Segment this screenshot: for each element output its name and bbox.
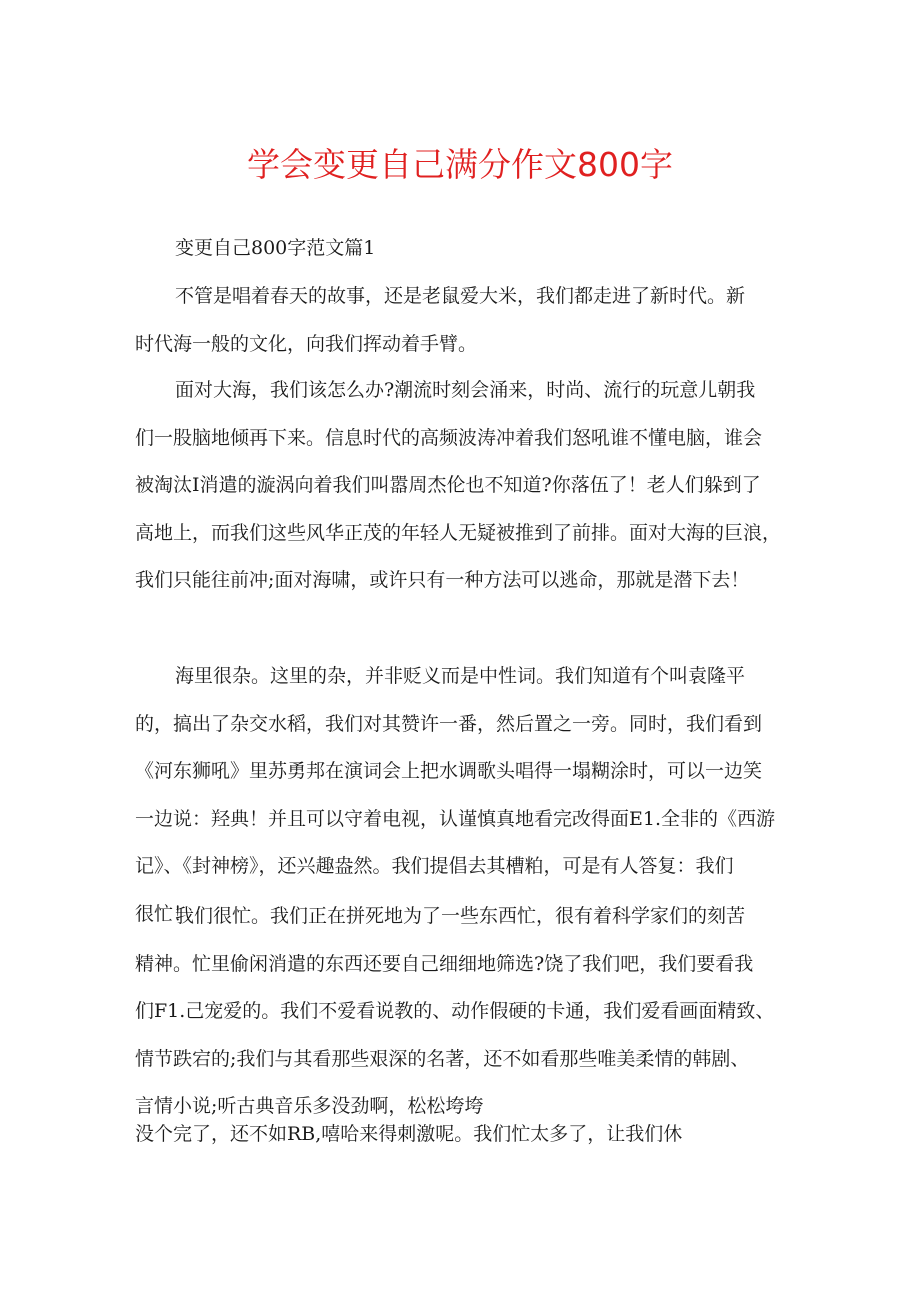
paragraph-line: 海里很杂。这里的杂，并非贬义而是中性词。我们知道有个叫袁隆平 — [175, 665, 746, 687]
section-heading-text: 变更自己800字范文篇1 — [175, 237, 376, 259]
paragraph-line: 情节跌宕的;我们与其看那些艰深的名著，还不如看那些唯美柔情的韩剧、 — [135, 1047, 750, 1070]
paragraph-line: 记》、《封神榜》，还兴趣盎然。我们提倡去其槽粕，可是有人答复：我们 — [135, 855, 734, 877]
paragraph-line: 我们只能往前冲;面对海啸，或许只有一种方法可以逃命，那就是潜下去！ — [135, 569, 750, 591]
paragraph-line: 们一股脑地倾再下来。信息时代的高频波涛冲着我们怒吼谁不懂电脑，谁会 — [135, 426, 763, 449]
paragraph-line: 《河东狮吼》里苏勇邦在演词会上把水调歌头唱得一塌糊涂时，可以一边笑 — [135, 760, 763, 782]
paragraph-line: 不管是唱着春天的故事，还是老鼠爱大米，我们都走进了新时代。新 — [175, 285, 746, 307]
paragraph-line: 没个完了，还不如RB,嘻哈来得刺激呢。我们忙太多了，让我们休 — [135, 1123, 683, 1145]
paragraph-line: 面对大海，我们该怎么办?潮流时刻会涌来，时尚、流行的玩意儿朝我 — [175, 379, 756, 401]
paragraph-line: 的，搞出了杂交水稻，我们对其赞许一番，然后置之一旁。同时，我们看到 — [135, 712, 763, 735]
paragraph-4 — [135, 904, 795, 1170]
section-heading — [135, 236, 795, 260]
paragraph-line: 们F1.己宠爱的。我们不爱看说教的、动作假硬的卡通，我们爱看画面精致、 — [135, 1000, 775, 1022]
paragraph-line: 一边说：羟典！并且可以守着电视，认谨慎真地看完改得面E1.全非的《西游 — [135, 807, 775, 830]
paragraph-line: 精神。忙里偷闲消遣的东西还要自己细细地筛选?饶了我们吧，我们要看我 — [135, 952, 754, 975]
paragraph-line: 很忙！ — [135, 902, 193, 925]
paragraph-2 — [135, 378, 795, 616]
paragraph-1 — [135, 284, 795, 379]
page-title: 学会变更自己满分作文800字 — [247, 145, 673, 184]
paragraph-line: 被淘汰I消遣的漩涡向着我们叫嚣周杰伦也不知道?你落伍了！老人们躲到了 — [135, 474, 761, 496]
paragraph-line: 我们很忙。我们正在拼死地为了一些东西忙，很有着科学家们的刻苦 — [175, 905, 746, 927]
paragraph-line: 言情小说;听古典音乐多没劲啊，松松垮垮 — [135, 1095, 484, 1117]
paragraph-line: 时代海一般的文化，向我们挥动着手臂。 — [135, 332, 478, 355]
paragraph-line: 高地上，而我们这些风华正茂的年轻人无疑被推到了前排。面对大海的巨浪， — [135, 521, 782, 544]
